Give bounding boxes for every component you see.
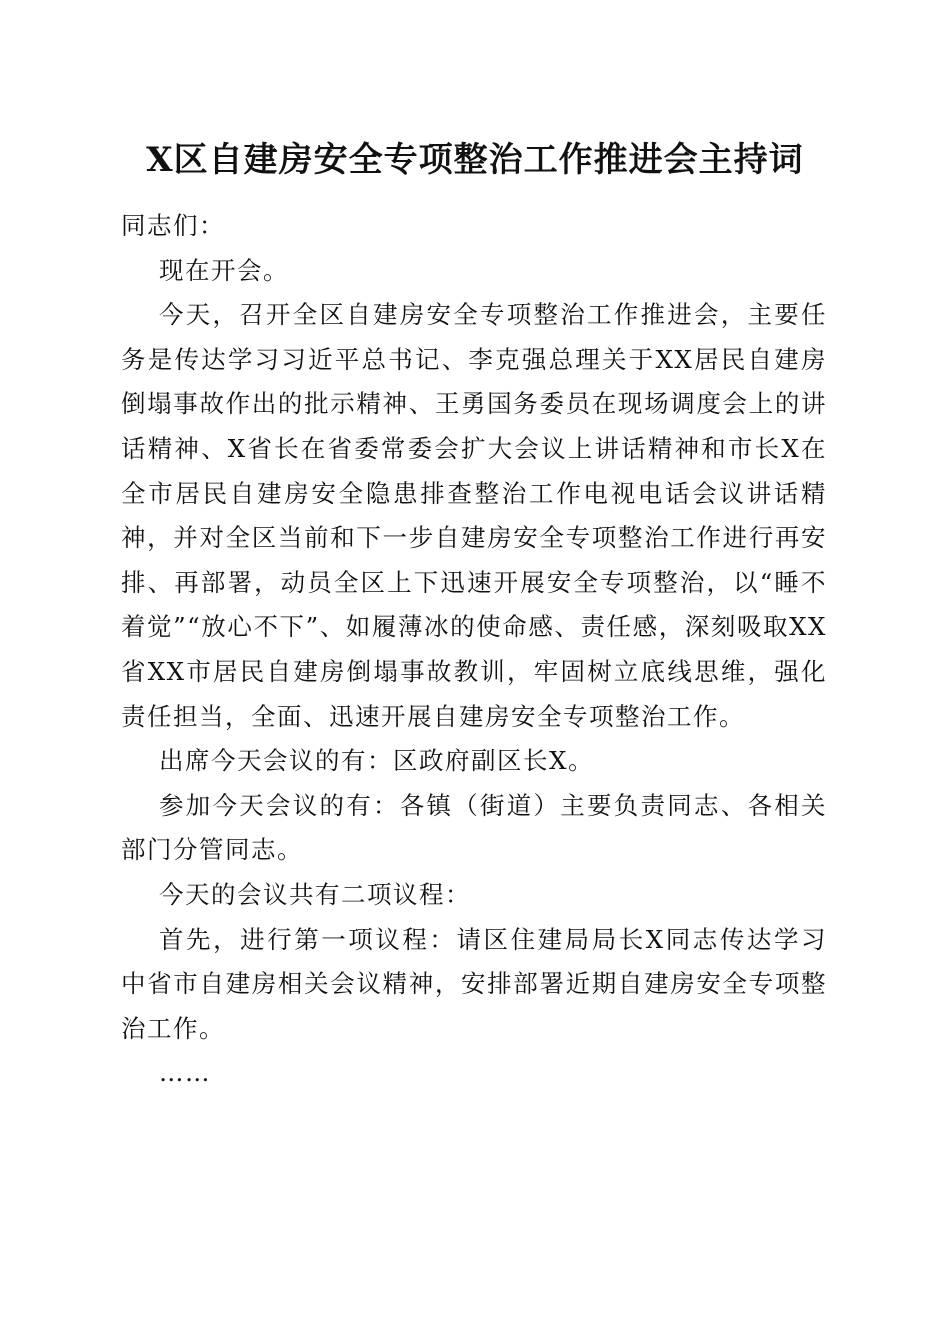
document-body <box>121 204 827 1096</box>
document-title: X区自建房安全专项整治工作推进会主持词 <box>146 140 804 180</box>
paragraph-purpose: 今天，召开全区自建房安全专项整治工作推进会，主要任务是传达学习习近平总书记、李克强总理关于XX居民自建房倒塌事故作出的批示精神、王勇国务委员在现场调度会上的讲话精神、X省长在省委常委会扩大会议上讲话精神和市长X在全市居民自建房安全隐患排查整治工作电视电话会议讲话精神，并对全区当前和下一步自建房安全专项整治工作进行再安排、再部署，动员全区上下迅速开展安全专项整治，以“睡不着觉”“放心不下”、如履薄冰的使命感、责任感，深刻吸取XX省XX市居民自建房倒塌事故教训，牢固树立底线思维，强化责任担当，全面、迅速开展自建房安全专项整治工作。 <box>121 300 827 731</box>
paragraph-agenda-intro: 今天的会议共有二项议程： <box>159 879 471 909</box>
paragraph-opening: 现在开会。 <box>159 255 289 285</box>
paragraph-ellipsis: …… <box>159 1058 211 1088</box>
paragraph-agenda-item-1: 首先，进行第一项议程：请区住建局局长X同志传达学习中省市自建房相关会议精神，安排部署近期自建房安全专项整治工作。 <box>121 924 827 1043</box>
salutation: 同志们： <box>121 211 225 240</box>
paragraph-participants: 参加今天会议的有：各镇（街道）主要负责同志、各相关部门分管同志。 <box>121 790 827 865</box>
paragraph-attendees: 出席今天会议的有：区政府副区长X。 <box>159 746 594 776</box>
